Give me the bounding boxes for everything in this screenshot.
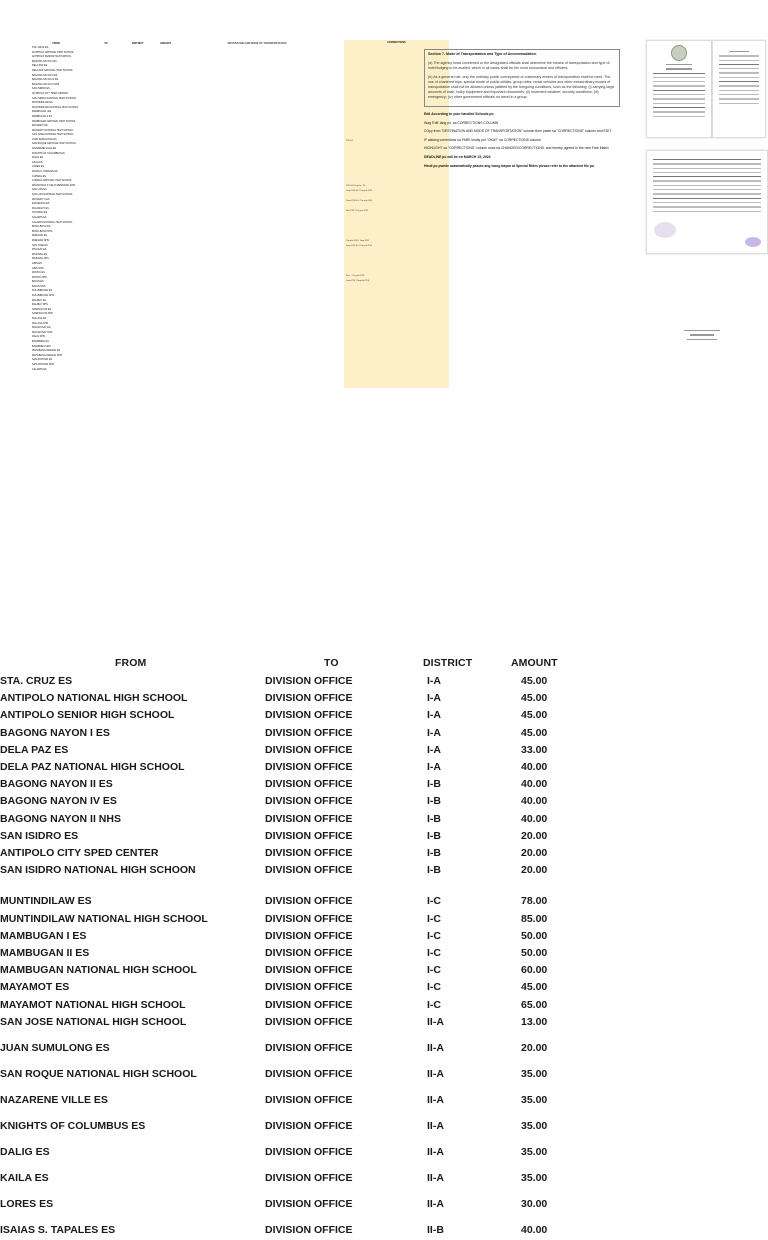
cell-to: DIVISION OFFICE	[265, 847, 353, 859]
cell-from: KNIGHTS OF COLUMBUS ES	[0, 1119, 146, 1132]
cell-from: MAMBUGAN I ES	[0, 929, 87, 942]
cell-amount: 45.00	[521, 709, 548, 722]
table-row	[0, 761, 768, 777]
cell-to: DIVISION OFFICE	[265, 929, 353, 942]
cell-to: DIVISION OFFICE	[265, 675, 353, 687]
table-row	[0, 692, 768, 708]
cell-to: DIVISION OFFICE	[265, 981, 353, 994]
memo-para-b: (b) As a general rule, only the ordinary public conveyance or customary modes of transportation shall be used. The use of chartered trips, special mode of public utilities, group rides, rental vehicles and other extraordinary modes of transportation shall not be allowed unless justified by the foregoing conditions, such as the following: (i) carrying large amounts of cash, bulky equipment and important documents; (ii) inclement weather; security conditions; (iii) emergency; (iv) other government officials on travel in a group.	[428, 75, 615, 99]
corrections-header: CORRECTIONS	[387, 41, 406, 44]
cell-district: II-A	[427, 1119, 444, 1132]
thumb-cell-from: DELA PAZ NATIONAL HIGH SCHOOL	[32, 68, 74, 72]
cell-amount: 35.00	[521, 1171, 548, 1184]
thumb-cell-from: DALIG NHS	[32, 335, 45, 339]
cell-amount: 33.00	[521, 743, 548, 756]
thumb-cell-from: NAZARENE VILLE ES	[32, 147, 57, 151]
thumb-cell-from: BALIMBING ES	[32, 340, 49, 343]
correction-note: Tricycle ₱20 / Jeep ₱20	[346, 240, 370, 242]
cell-amount: 65.00	[521, 998, 548, 1011]
correction-note: Jeep ₱20.00 / Tricycle ₱40	[346, 200, 373, 202]
cell-to: DIVISION OFFICE	[265, 947, 353, 959]
note-item: Edit According to your handled Schools po	[424, 112, 494, 116]
note-item: DEADLINE po will be on MARCH 15, 2024	[424, 154, 491, 159]
cell-to: DIVISION OFFICE	[265, 1223, 353, 1236]
table-row	[0, 778, 768, 794]
cell-from: JUAN SUMULONG ES	[0, 1041, 110, 1054]
cell-to: DIVISION OFFICE	[265, 912, 353, 925]
cell-district: I-C	[427, 895, 441, 908]
thumb-cell-from: BAGONG NAYON II ES	[32, 73, 58, 77]
thumb-cell-from: KALAWIS ES	[32, 215, 47, 219]
thumb-header-from: FROM	[52, 41, 60, 45]
thumb-cell-from: MUNTINDILAW ES	[32, 101, 53, 105]
thumb-cell-from: MAMBUGAN NATIONAL HIGH SCHOOL	[32, 119, 76, 123]
spreadsheet-thumbnail	[32, 40, 412, 410]
cell-to: DIVISION OFFICE	[265, 761, 353, 773]
note-item: HIGHLIGHT sa "CORRECTIONS" column rows na CHANGED/CORRECTIONS, and hereby agreed to the new Fare Matrix	[424, 146, 609, 151]
table-row	[0, 744, 768, 760]
cell-from: DELA PAZ NATIONAL HIGH SCHOOL	[0, 761, 185, 773]
cell-district: I-B	[427, 847, 441, 859]
table-row	[0, 727, 768, 743]
cell-from: BAGONG NAYON IV ES	[0, 795, 117, 808]
thumb-header-to: TO	[104, 41, 108, 45]
cell-amount: 40.00	[521, 795, 548, 808]
thumb-cell-from: DELA PAZ ES	[32, 64, 48, 68]
cell-amount: 20.00	[521, 1041, 548, 1054]
cell-amount: 85.00	[521, 912, 548, 925]
cell-from: SAN ISIDRO ES	[0, 829, 79, 842]
cell-to: DIVISION OFFICE	[265, 1197, 353, 1210]
thumb-cell-from: STA. CRUZ ES	[32, 46, 49, 49]
table-row	[0, 999, 768, 1015]
cell-district: I-C	[427, 912, 441, 925]
note-item: IF walang corrections sa FARE kindly put "OKAY" sa CORRECTIONS column	[424, 137, 541, 142]
thumb-cell-from: CUPANG NATIONAL HIGH SCHOOL	[32, 179, 72, 183]
cell-amount: 50.00	[521, 947, 548, 959]
note-item: COpy from "DESTINATION AND MODE OF TRANSPORTATION" column then paste sa "CORRECTIONS" column and EDIT	[424, 129, 612, 134]
cell-from: BAGONG NAYON II ES	[0, 778, 113, 791]
thumb-cell-from: PINUGAY ES	[32, 248, 47, 252]
table-row	[0, 964, 768, 980]
cell-from: BAGONG NAYON II NHS	[0, 812, 121, 825]
stamp-icon	[745, 237, 761, 247]
cell-amount: 45.00	[521, 726, 548, 739]
table-row	[0, 813, 768, 829]
cell-from: ANTIPOLO CITY SPED CENTER	[0, 847, 159, 859]
cell-to: DIVISION OFFICE	[265, 895, 353, 908]
cell-district: I-C	[427, 947, 441, 959]
cell-from: KAILA ES	[0, 1171, 49, 1184]
cell-from: MAMBUGAN II ES	[0, 947, 90, 959]
table-row	[0, 1042, 768, 1058]
cell-district: II-A	[427, 1197, 444, 1210]
thumb-cell-from: MASINAG NHS	[32, 257, 49, 261]
cell-district: II-A	[427, 1171, 444, 1184]
cell-amount: 35.00	[521, 1119, 548, 1132]
thumb-cell-from: DALIG ES	[32, 156, 44, 160]
cell-from: DELA PAZ ES	[0, 743, 69, 756]
thumb-cell-from: MAYAMOT NATIONAL HIGH SCHOOL	[32, 128, 74, 132]
cell-to: DIVISION OFFICE	[265, 726, 353, 739]
cell-amount: 78.00	[521, 895, 548, 908]
thumb-cell-from: SAMPAGUITA NHS	[32, 312, 53, 316]
thumb-cell-from: FRANCISCO P. FELIX MEMORIAL NHS	[32, 183, 76, 187]
cell-to: DIVISION OFFICE	[265, 709, 353, 722]
cell-amount: 45.00	[521, 675, 548, 687]
thumb-cell-from: ANTIPOLO SENIOR HIGH SCHOOL	[32, 55, 72, 59]
cell-district: II-A	[427, 1145, 444, 1158]
table-row	[0, 709, 768, 725]
cell-district: I-B	[427, 795, 441, 808]
cell-amount: 50.00	[521, 929, 548, 942]
cell-from: MUNTINDILAW NATIONAL HIGH SCHOOL	[0, 912, 208, 925]
cell-district: I-A	[427, 692, 441, 705]
table-row	[0, 1120, 768, 1136]
cell-from: ANTIPOLO NATIONAL HIGH SCHOOL	[0, 692, 188, 705]
table-header-district: DISTRICT	[423, 657, 473, 669]
thumb-cell-from: TAYUMAN ES	[32, 211, 48, 215]
cell-amount: 20.00	[521, 829, 548, 842]
thumb-cell-from: ANTIPOLO NATIONAL HIGH SCHOOL	[32, 50, 74, 54]
cell-to: DIVISION OFFICE	[265, 1015, 353, 1028]
cell-from: MAYAMOT NATIONAL HIGH SCHOOL	[0, 998, 186, 1011]
table-row	[0, 795, 768, 811]
cell-amount: 45.00	[521, 692, 548, 705]
thumb-cell-from: BOSO-BOSO ES	[32, 225, 51, 229]
thumb-cell-from: MAMBUGAN II ES	[32, 114, 52, 118]
cell-district: I-A	[427, 743, 441, 756]
correction-note: ₱20.00	[346, 140, 353, 142]
thumb-cell-from: SAN ISIDRO ES	[32, 87, 50, 91]
cell-amount: 40.00	[521, 812, 548, 825]
table-row	[0, 913, 768, 929]
thumb-cell-from: MAYAMOT II ES	[32, 197, 50, 201]
thumb-cell-from: PANTAY ES	[32, 271, 45, 275]
table-row	[0, 947, 768, 963]
cell-amount: 40.00	[521, 761, 548, 773]
thumb-cell-from: DULUMBAYAN ES	[32, 289, 53, 293]
cell-to: DIVISION OFFICE	[265, 778, 353, 791]
cell-amount: 13.00	[521, 1015, 548, 1028]
table-header-to: TO	[324, 657, 339, 669]
cell-district: I-C	[427, 998, 441, 1011]
thumb-cell-from: PAENAAN ES	[32, 234, 48, 238]
seal-icon	[671, 45, 687, 61]
cell-to: DIVISION OFFICE	[265, 864, 353, 877]
document-page-thumbnail	[712, 40, 766, 138]
cell-district: I-C	[427, 964, 441, 977]
cell-from: SAN JOSE NATIONAL HIGH SCHOOL	[0, 1015, 187, 1028]
table-header-from: FROM	[115, 657, 147, 669]
thumb-header-amount: AMOUNT	[160, 41, 171, 45]
thumb-cell-from: MAYAMOT ES	[32, 124, 48, 128]
cell-amount: 40.00	[521, 1223, 548, 1236]
thumb-cell-from: JUAN SUMULONG ES	[32, 137, 57, 141]
thumb-cell-from: MAHABANG PARANG ES	[32, 349, 61, 353]
cell-from: MAMBUGAN NATIONAL HIGH SCHOOL	[0, 964, 197, 977]
thumb-header-destination: DESTINATION AND MODE OF TRANSPORTATION	[227, 41, 287, 45]
thumb-cell-from: CUPANG ES	[32, 174, 46, 178]
cell-district: II-A	[427, 1015, 444, 1028]
thumb-cell-from: SAN ANTONIO NHS	[32, 362, 55, 366]
memo-section-title: Section 7. Mode of Transportation and Type of Accommodation.	[428, 52, 537, 56]
thumb-cell-from: LIBIS ES	[32, 261, 42, 265]
thumb-cell-from: BAYAN ES	[32, 280, 44, 284]
table-row	[0, 864, 768, 880]
note-item: Wag 'Edit' lang po, sa CORRECTIONS COLUMN	[424, 120, 499, 125]
table-row	[0, 1224, 768, 1240]
cell-from: DALIG ES	[0, 1145, 50, 1158]
cell-district: I-A	[427, 726, 441, 739]
thumb-cell-from: MAGSAYSAY NHS	[32, 330, 53, 334]
cell-district: I-B	[427, 864, 441, 877]
cell-from: LORES ES	[0, 1197, 54, 1210]
cell-to: DIVISION OFFICE	[265, 1119, 353, 1132]
thumb-cell-from: MALIBAY ES	[32, 298, 46, 302]
cell-from: MUNTINDILAW ES	[0, 895, 92, 908]
cell-district: I-B	[427, 829, 441, 842]
thumb-cell-from: SAN ANTONIO ES	[32, 358, 53, 362]
cell-district: II-A	[427, 1041, 444, 1054]
cell-from: ISAIAS S. TAPALES ES	[0, 1223, 116, 1236]
cell-to: DIVISION OFFICE	[265, 829, 353, 842]
table-row	[0, 1068, 768, 1084]
thumb-cell-from: CALAWIS NATIONAL HIGH SCHOOL	[32, 220, 73, 224]
cell-amount: 35.00	[521, 1145, 548, 1158]
cell-district: I-A	[427, 675, 441, 687]
cell-to: DIVISION OFFICE	[265, 692, 353, 705]
signature-block-thumbnail	[672, 320, 732, 354]
thumb-cell-from: MALIBAY NHS	[32, 303, 48, 307]
cell-to: DIVISION OFFICE	[265, 812, 353, 825]
thumb-cell-from: SAMPAGUITA ES	[32, 307, 52, 311]
correction-note: Jeep ₱20.00 / Tricycle ₱20	[346, 190, 373, 192]
thumb-cell-from: MAHABANG PARANG NHS	[32, 353, 62, 357]
cell-to: DIVISION OFFICE	[265, 743, 353, 756]
cell-district: I-A	[427, 709, 441, 722]
thumb-cell-from: ISAIAS S. TAPALES ES	[32, 170, 58, 174]
thumb-cell-from: ANTIPOLO CITY SPED CENTER	[32, 91, 68, 95]
cell-amount: 35.00	[521, 1093, 548, 1106]
thumb-cell-from: BAYAN NHS	[32, 284, 46, 288]
table-row	[0, 1198, 768, 1214]
cell-amount: 35.00	[521, 1067, 548, 1080]
memo-para-a: (a) The agency head concerned or the designated officials shall determine the means of transportation and type of hotel/lodging to be availed, which in all cases shall be the most economical and efficient.	[428, 61, 610, 70]
correction-note: Bus + Tricycle ₱20	[346, 275, 365, 277]
cell-from: SAN ROQUE NATIONAL HIGH SCHOOL	[0, 1067, 197, 1080]
thumb-cell-from: MASINAG ES	[32, 252, 47, 256]
cell-amount: 20.00	[521, 847, 548, 859]
table-row	[0, 1172, 768, 1188]
cell-amount: 40.00	[521, 778, 548, 791]
cell-district: I-C	[427, 929, 441, 942]
thumb-cell-from: INOCENCIO ES	[32, 202, 50, 206]
thumb-cell-from: BAGONG NAYON I ES	[32, 59, 57, 63]
document-page-thumbnail	[646, 40, 712, 138]
table-row	[0, 930, 768, 946]
table-row	[0, 1094, 768, 1110]
thumb-cell-from: LORES ES	[32, 165, 44, 169]
table-row	[0, 675, 768, 691]
thumb-cell-from: LIBIS NHS	[32, 266, 44, 270]
cell-from: ANTIPOLO SENIOR HIGH SCHOOL	[0, 709, 175, 722]
cell-district: II-A	[427, 1067, 444, 1080]
thumb-cell-from: SAN ISIDRO NATIONAL HIGH SCHOON	[32, 96, 76, 100]
correction-note: Jeep ₱20 (Tricycle ₱15)	[346, 280, 370, 282]
table-row	[0, 847, 768, 863]
cell-from: NAZARENE VILLE ES	[0, 1093, 108, 1106]
cell-to: DIVISION OFFICE	[265, 964, 353, 977]
cell-amount: 60.00	[521, 964, 548, 977]
thumb-cell-from: SAN LUIS NATIONAL HIGH SCHOOL	[32, 193, 73, 196]
thumb-cell-from: PAG-ASA ES	[32, 317, 47, 321]
thumb-cell-from: MAMBUGAN I ES	[32, 110, 52, 114]
thumb-cell-from: BOSO-BOSO NHS	[32, 229, 53, 233]
table-row	[0, 981, 768, 997]
table-header-amount: AMOUNT	[511, 657, 558, 669]
correction-note: Bus ₱20 / Tricycle ₱20	[346, 210, 369, 212]
thumb-cell-from: BAGONG NAYON IV ES	[32, 78, 59, 82]
thumb-cell-from: SAN LUIS ES	[32, 188, 47, 192]
thumb-cell-from: DULUMBAYAN NHS	[32, 294, 54, 298]
thumb-cell-from: PANTAY NHS	[32, 275, 47, 279]
cell-from: MAYAMOT ES	[0, 981, 70, 994]
thumb-cell-from: SAN JOSE ES	[32, 243, 48, 247]
thumb-cell-from: MUNTINDILAW NATIONAL HIGH SCHOOL	[32, 105, 79, 109]
cell-district: I-A	[427, 761, 441, 773]
cell-to: DIVISION OFFICE	[265, 1171, 353, 1184]
thumb-cell-from: MAGSAYSAY ES	[32, 326, 51, 330]
cell-to: DIVISION OFFICE	[265, 1145, 353, 1158]
thumb-cell-from: KAILA ES	[32, 160, 43, 164]
memo-box	[424, 49, 620, 107]
cell-to: DIVISION OFFICE	[265, 1093, 353, 1106]
cell-from: BAGONG NAYON I ES	[0, 726, 110, 739]
correction-note: Jeep ₱20.00 / Tricycle ₱20	[346, 245, 373, 247]
cell-to: DIVISION OFFICE	[265, 795, 353, 808]
note-item: Hindi po pwede automatically pasulo ang isang bayan at Special Rides please refer to the attached file po	[424, 163, 594, 168]
table-row	[0, 1146, 768, 1162]
thumb-cell-from: CALAWIS ES	[32, 367, 47, 371]
thumb-header-district: DISTRICT	[132, 41, 144, 45]
cell-to: DIVISION OFFICE	[265, 1067, 353, 1080]
cell-district: II-B	[427, 1223, 444, 1236]
cell-district: II-A	[427, 1093, 444, 1106]
thumb-cell-from: SAN JOSE NATIONAL HIGH SCHOOL	[32, 133, 74, 137]
cell-to: DIVISION OFFICE	[265, 998, 353, 1011]
cell-amount: 20.00	[521, 864, 548, 877]
thumb-cell-from: BAGONG NAYON II NHS	[32, 82, 60, 86]
document-page-thumbnail	[646, 150, 768, 254]
cell-district: I-C	[427, 981, 441, 994]
thumb-cell-from: PAENAAN NHS	[32, 238, 49, 242]
thumb-cell-from: PALANGOY ES	[32, 206, 49, 210]
table-row	[0, 830, 768, 846]
cell-amount: 45.00	[521, 981, 548, 994]
cell-district: I-B	[427, 812, 441, 825]
signature-scribble-icon	[654, 222, 676, 238]
instruction-notes	[424, 112, 624, 172]
cell-amount: 30.00	[521, 1197, 548, 1210]
thumb-cell-from: SAN ROQUE NATIONAL HIGH SCHOOL	[32, 142, 77, 146]
cell-from: SAN ISIDRO NATIONAL HIGH SCHOON	[0, 864, 196, 877]
thumb-cell-from: PAG-ASA NHS	[32, 321, 49, 325]
thumb-cell-from: KNIGHTS OF COLUMBUS ES	[32, 151, 65, 155]
correction-note: ₱20.00 (0 cycle - ₱)	[346, 185, 366, 187]
table-row	[0, 895, 768, 911]
cell-to: DIVISION OFFICE	[265, 1041, 353, 1054]
thumb-cell-from: BALIMBING NHS	[32, 344, 51, 348]
cell-district: I-B	[427, 778, 441, 791]
cell-from: STA. CRUZ ES	[0, 675, 73, 687]
